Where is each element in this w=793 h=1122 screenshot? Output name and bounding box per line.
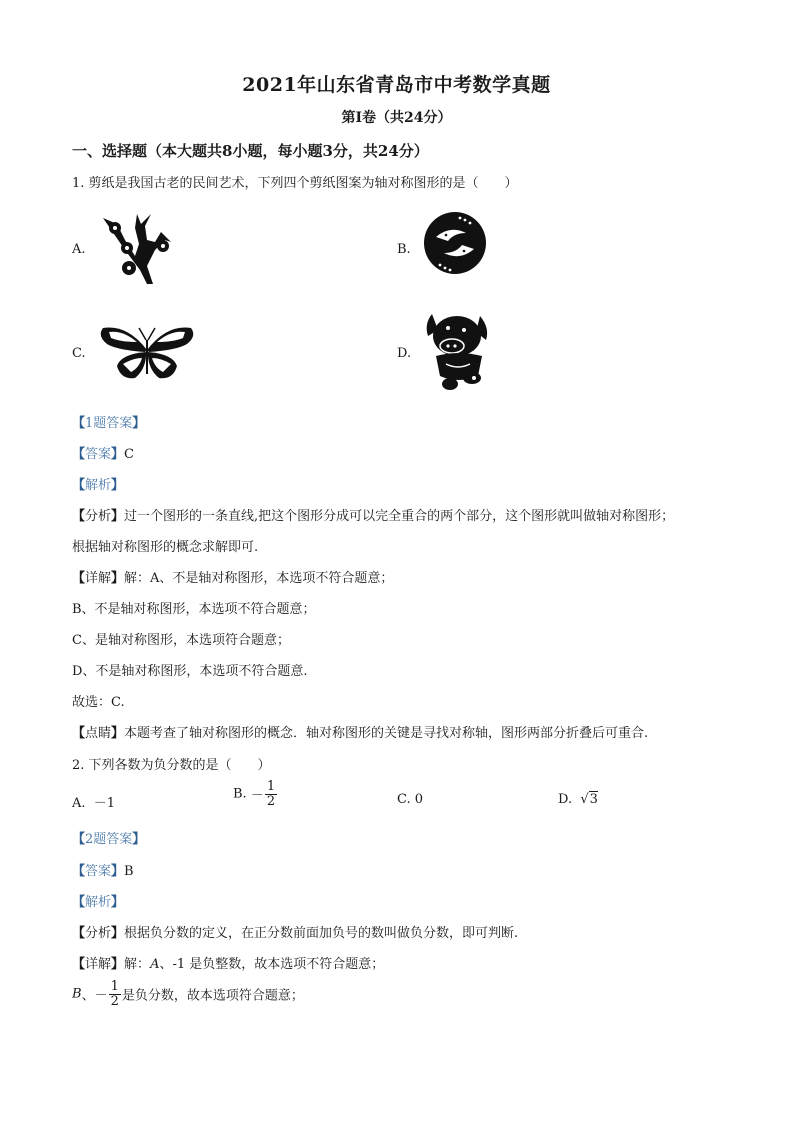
bracket-open: 【: [72, 726, 86, 741]
paper-cut-bird-image: [95, 210, 175, 285]
q2-answer-header-text: 2题答案: [85, 832, 133, 847]
q1-xiangjie-line-d: D、不是轴对称图形，本选项不符合题意.: [72, 664, 308, 679]
bracket-open: 【: [72, 832, 86, 847]
analysis-tag: 解析: [85, 478, 112, 493]
q2-option-a-value: －1: [93, 796, 116, 811]
document-title: 2021年山东省青岛市中考数学真题: [242, 74, 551, 96]
bracket-close: 】: [111, 895, 125, 910]
q1-xiangjie-line-b: B、不是轴对称图形，本选项不符合题意；: [72, 602, 316, 617]
q2-option-b: [233, 780, 278, 808]
q2-option-a-label: A.: [72, 796, 86, 811]
bracket-close: 】: [111, 509, 125, 524]
q2-xiangjie-line-b: [72, 980, 304, 1008]
q1-fenxi-line-1: [72, 505, 674, 524]
bracket-close: 】: [111, 571, 125, 586]
bracket-open: 【: [72, 926, 86, 941]
option-letter-a: A: [150, 957, 160, 972]
bracket-open: 【: [72, 509, 86, 524]
fenxi-tag: 分析: [85, 926, 112, 941]
q1-option-b-label: B.: [397, 242, 411, 257]
q2-analysis-header: [72, 891, 124, 910]
q1-answer-header: [72, 412, 145, 431]
q2-option-c: [397, 792, 423, 807]
paper-subtitle: 第Ⅰ卷（共24分）: [341, 110, 452, 126]
q2-option-c-label: C.: [397, 792, 411, 807]
question-2-stem: 2. 下列各数为负分数的是（ ）: [72, 758, 271, 773]
fraction-numerator: 1: [110, 979, 119, 994]
q1-analysis-header: [72, 474, 124, 493]
question-1-stem: 1. 剪纸是我国古老的民间艺术，下列四个剪纸图案为轴对称图形的是（ ）: [72, 176, 518, 191]
bracket-close: 】: [111, 926, 125, 941]
q2-answer-value: B: [124, 864, 134, 879]
bracket-open: 【: [72, 447, 86, 462]
analysis-tag: 解析: [85, 895, 112, 910]
q1-answer-header-text: 1题答案: [85, 416, 133, 431]
fenxi-tag: 分析: [85, 509, 112, 524]
section-heading: 一、选择题（本大题共8小题，每小题3分，共24分）: [72, 142, 429, 160]
bracket-close: 】: [111, 447, 125, 462]
bracket-close: 】: [111, 957, 125, 972]
q2-option-d-label: D.: [558, 792, 573, 807]
q1-answer-line: [72, 443, 134, 462]
bracket-close: 】: [132, 832, 146, 847]
q1-option-a-label: A.: [72, 242, 86, 257]
q2-option-b-label: B.: [233, 786, 247, 802]
paper-cut-butterfly-image: [97, 322, 197, 382]
q2-answer-line: [72, 860, 134, 879]
q2-option-d-radicand: 3: [589, 792, 598, 807]
q1-conclusion: 故选：C.: [72, 695, 125, 710]
fraction-denominator: 2: [266, 793, 276, 809]
paper-cut-fish-image: [420, 207, 490, 279]
q2-fenxi-line: [72, 922, 518, 941]
q2-option-a: [72, 792, 115, 811]
q2-xiangjie-text-a: 、-1 是负整数，故本选项不符合题意；: [159, 957, 385, 972]
xiangjie-tag: 详解: [85, 957, 112, 972]
bracket-open: 【: [72, 571, 86, 586]
q1-xiangjie-text-a: 解：A、不是轴对称图形，本选项不符合题意；: [124, 571, 394, 586]
bracket-open: 【: [72, 864, 86, 879]
q2-option-b-sign: －: [250, 788, 264, 804]
q1-xiangjie-line-1: [72, 567, 393, 586]
sqrt-symbol: √3: [580, 792, 598, 807]
fraction-denominator: 2: [110, 993, 119, 1009]
minus-sign: －: [94, 988, 108, 1004]
bracket-open: 【: [72, 957, 86, 972]
bracket-open: 【: [72, 416, 86, 431]
answer-tag: 答案: [85, 447, 112, 462]
q2-option-b-fraction: [265, 780, 277, 808]
q1-dianjing-line: [72, 722, 648, 741]
q1-xiangjie-line-c: C、是轴对称图形，本选项符合题意；: [72, 633, 290, 648]
paper-cut-pig-image: [422, 310, 494, 392]
dianjing-tag: 点睛: [85, 726, 112, 741]
q1-dianjing-text: 本题考查了轴对称图形的概念．轴对称图形的关键是寻找对称轴，图形两部分折叠后可重合.: [124, 726, 649, 741]
bracket-close: 】: [111, 726, 125, 741]
bracket-close: 】: [111, 478, 125, 493]
xiangjie-tag: 详解: [85, 571, 112, 586]
bracket-close: 】: [111, 864, 125, 879]
bracket-open: 【: [72, 478, 86, 493]
q1-fenxi-text-1: 过一个图形的一条直线,把这个图形分成可以完全重合的两个部分，这个图形就叫做轴对称图形；: [124, 509, 675, 524]
answer-tag: 答案: [85, 864, 112, 879]
fraction-numerator: 1: [266, 779, 276, 794]
q1-option-c-label: C.: [72, 346, 86, 361]
q2-option-c-value: 0: [414, 792, 424, 807]
q1-option-d-label: D.: [397, 346, 412, 361]
q1-answer-value: C: [124, 447, 134, 462]
q2-answer-header: [72, 828, 145, 847]
option-letter-b: B: [72, 986, 82, 1002]
q2-fenxi-text: 根据负分数的定义，在正分数前面加负号的数叫做负分数，即可判断.: [124, 926, 519, 941]
q2-xiangjie-line-a: [72, 953, 384, 972]
separator: 、: [81, 988, 95, 1004]
q1-fenxi-line-2: 根据轴对称图形的概念求解即可.: [72, 540, 259, 555]
bracket-open: 【: [72, 895, 86, 910]
bracket-close: 】: [132, 416, 146, 431]
fraction: [109, 980, 121, 1008]
q2-option-d: [558, 792, 598, 807]
q2-xiangjie-text-b: 是负分数，故本选项符合题意；: [121, 988, 304, 1004]
xiangjie-prefix: 解：: [124, 957, 151, 972]
